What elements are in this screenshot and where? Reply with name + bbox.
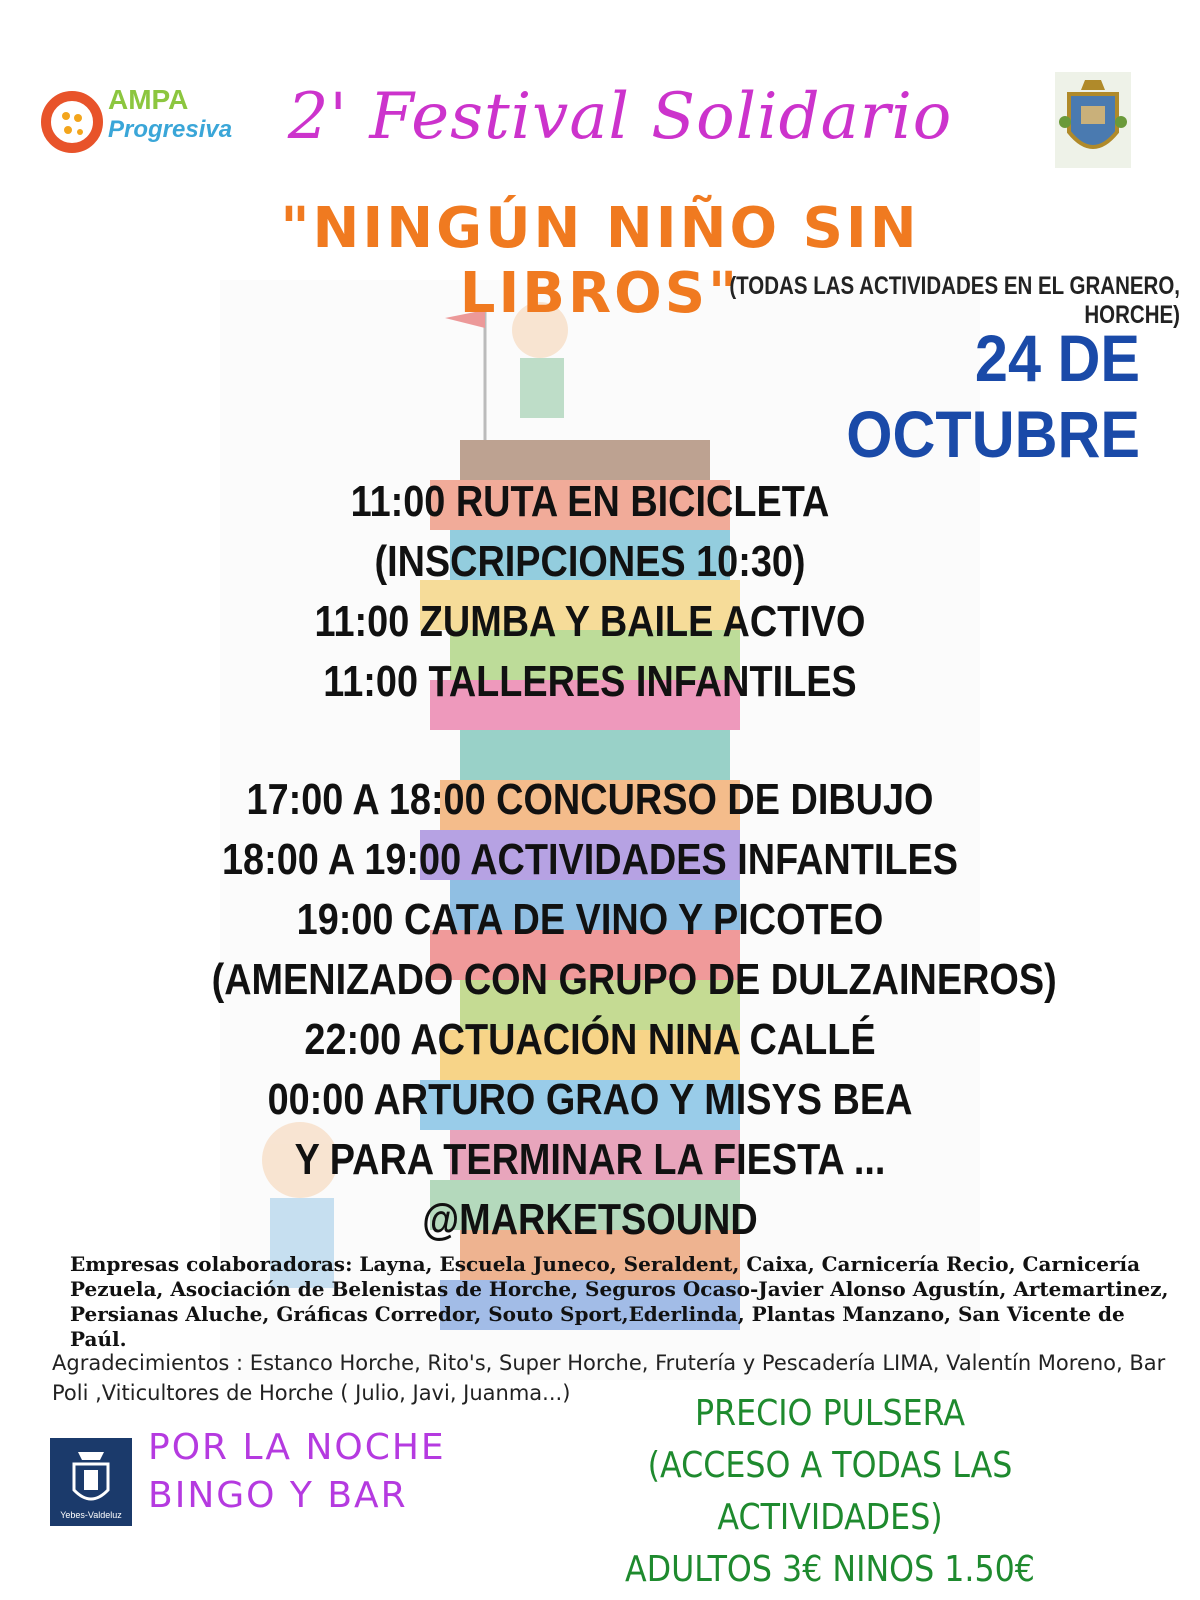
location-note: (TODAS LAS ACTIVIDADES EN EL GRANERO, HORCHE) xyxy=(729,272,1180,329)
schedule-list xyxy=(150,472,1057,1250)
festival-title: 2' Festival Solidario xyxy=(287,80,953,154)
schedule-item: 11:00 ZUMBA Y BAILE ACTIVO xyxy=(314,597,866,646)
price-info xyxy=(575,1388,1085,1596)
price-access: (ACCESO A TODAS LAS ACTIVIDADES) xyxy=(647,1445,1013,1538)
schedule-item: @MARKETSOUND xyxy=(422,1195,758,1244)
schedule-item: (AMENIZADO CON GRUPO DE DULZAINEROS) xyxy=(211,955,1057,1004)
ampa-logo-subtext: Progresiva xyxy=(108,116,233,143)
town-crest-icon xyxy=(1055,72,1131,168)
night-line: BINGO Y BAR xyxy=(148,1475,408,1516)
event-date: 24 DE OCTUBRE xyxy=(846,321,1140,471)
ampa-logo-text: AMPA xyxy=(108,84,189,115)
schedule-item: 18:00 A 19:00 ACTIVIDADES INFANTILES xyxy=(222,835,958,884)
price-title: PRECIO PULSERA xyxy=(694,1393,966,1434)
schedule-item: 22:00 ACTUACIÓN NINA CALLÉ xyxy=(304,1015,876,1064)
schedule-item: 19:00 CATA DE VINO Y PICOTEO xyxy=(296,895,884,944)
sponsors-text: Empresas colaboradoras: Layna, Escuela Juneco, Seraldent, Caixa, Carnicería Recio, Carnicería Pezuela, Asociación de Belenistas de Horche, Seguros Ocaso-Javier Alonso Agustín, Artemartinez, Persianas Aluche, Gráficas Corredor, Souto Sport,Ederlinda, Plantas Manzano, San Vicente de Paúl. xyxy=(70,1252,1169,1351)
schedule-item: 17:00 A 18:00 CONCURSO DE DIBUJO xyxy=(246,775,934,824)
schedule-item: 11:00 TALLERES INFANTILES xyxy=(323,657,857,706)
schedule-item: 11:00 RUTA EN BICICLETA xyxy=(350,477,830,526)
festival-slogan: "NINGÚN NIÑO SIN LIBROS" xyxy=(280,196,920,326)
schedule-item: (INSCRIPCIONES 10:30) xyxy=(374,537,806,586)
acknowledgements-text: Agradecimientos : Estanco Horche, Rito's, Super Horche, Frutería y Pescadería LIMA, Valentín Moreno, Bar Poli ,Viticultores de Horche ( Julio, Javi, Juanma...) xyxy=(52,1351,1166,1405)
municipality-caption: Yebes-Valdeluz xyxy=(60,1510,122,1520)
night-line: POR LA NOCHE xyxy=(148,1427,446,1468)
schedule-item: Y PARA TERMINAR LA FIESTA ... xyxy=(294,1135,886,1184)
night-activities xyxy=(148,1424,446,1520)
schedule-item: 00:00 ARTURO GRAO Y MISYS BEA xyxy=(267,1075,913,1124)
price-amounts: ADULTOS 3€ NINOS 1.50€ xyxy=(625,1549,1035,1590)
